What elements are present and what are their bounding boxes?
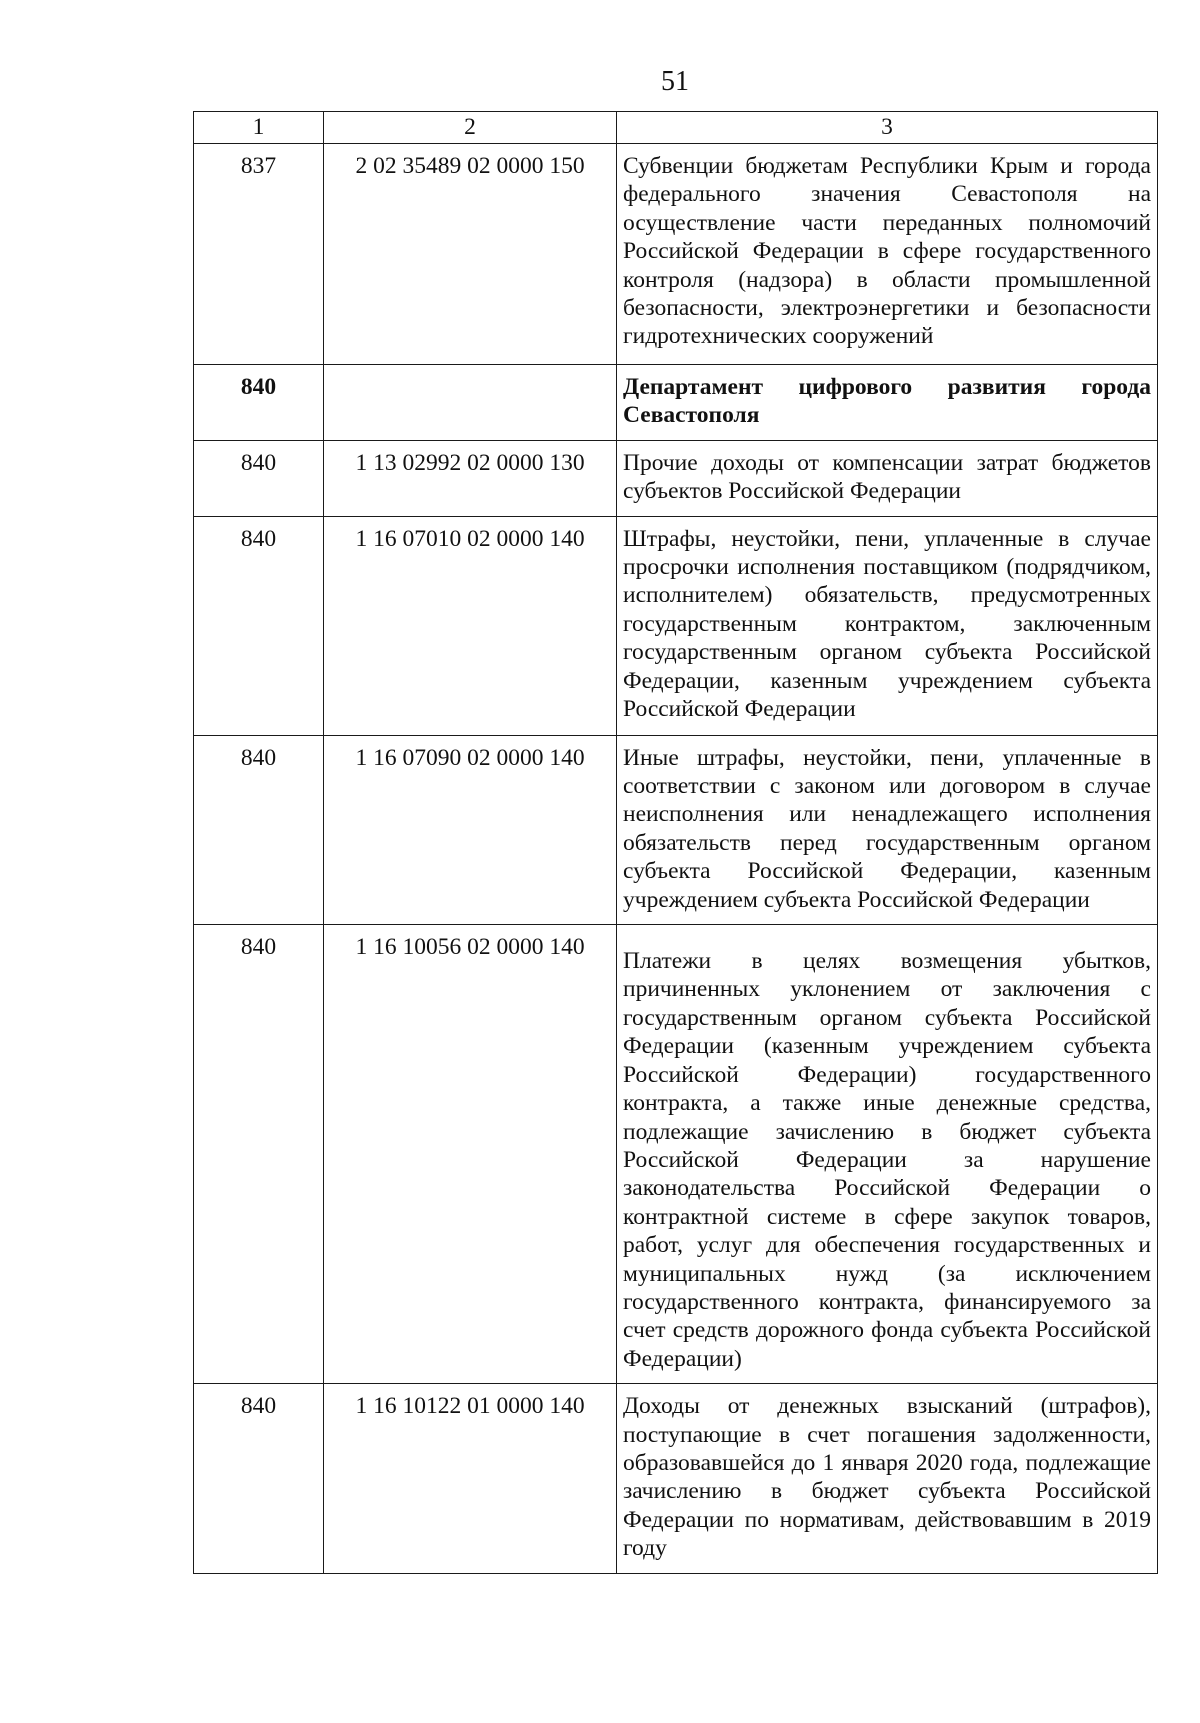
description-cell: Прочие доходы от компенсации затрат бюджетов субъектов Российской Федерации xyxy=(617,440,1158,516)
description-cell: Субвенции бюджетам Республики Крым и города федерального значения Севастополя на осуществление части переданных полномочий Российской Федерации в сфере государственного контроля (надзора) в области промышленной безопасности, электроэнергетики и безопасности гидротехнических сооружений xyxy=(617,144,1158,365)
revenue-code-cell: 2 02 35489 02 0000 150 xyxy=(324,144,617,365)
revenue-code-cell: 1 16 07010 02 0000 140 xyxy=(324,516,617,735)
description-cell: Департамент цифрового развития города Севастополя xyxy=(617,365,1158,441)
revenue-code-cell: 1 13 02992 02 0000 130 xyxy=(324,440,617,516)
admin-code-cell: 840 xyxy=(194,1384,324,1573)
revenue-code-cell: 1 16 07090 02 0000 140 xyxy=(324,735,617,924)
admin-code-cell: 840 xyxy=(194,516,324,735)
table-header-row xyxy=(194,112,1158,144)
description-cell: Платежи в целях возмещения убытков, причиненных уклонением от заключения с государственным органом субъекта Российской Федерации (казенным учреждением субъекта Российской Федерации) государственного контракта, а также иные денежные средства, подлежащие зачислению в бюджет субъекта Российской Федерации за нарушение законодательства Российской Федерации о контрактной системе в сфере закупок товаров, работ, услуг для обеспечения государственных и муниципальных нужд (за исключением государственного контракта, финансируемого за счет средств дорожного фонда субъекта Российской Федерации) xyxy=(617,925,1158,1384)
column-header-3: 3 xyxy=(617,112,1158,144)
table-row xyxy=(194,440,1158,516)
description-cell: Штрафы, неустойки, пени, уплаченные в случае просрочки исполнения поставщиком (подрядчиком, исполнителем) обязательств, предусмотренных государственным контрактом, заключенным государственным органом субъекта Российской Федерации, казенным учреждением субъекта Российской Федерации xyxy=(617,516,1158,735)
description-cell: Доходы от денежных взысканий (штрафов), поступающие в счет погашения задолженности, образовавшейся до 1 января 2020 года, подлежащие зачислению в бюджет субъекта Российской Федерации по нормативам, действовавшим в 2019 году xyxy=(617,1384,1158,1573)
revenue-code-table xyxy=(193,111,1158,1574)
table-row-section-header xyxy=(194,365,1158,441)
admin-code-cell: 840 xyxy=(194,440,324,516)
admin-code-cell: 837 xyxy=(194,144,324,365)
admin-code-cell: 840 xyxy=(194,365,324,441)
admin-code-cell: 840 xyxy=(194,735,324,924)
description-cell: Иные штрафы, неустойки, пени, уплаченные в соответствии с законом или договором в случае неисполнения или ненадлежащего исполнения обязательств перед государственным органом субъекта Российской Федерации, казенным учреждением субъекта Российской Федерации xyxy=(617,735,1158,924)
column-header-1: 1 xyxy=(194,112,324,144)
column-header-2: 2 xyxy=(324,112,617,144)
admin-code-cell: 840 xyxy=(194,925,324,1384)
table-row xyxy=(194,144,1158,365)
table-row xyxy=(194,1384,1158,1573)
page-number: 51 xyxy=(661,66,689,97)
revenue-code-cell: 1 16 10122 01 0000 140 xyxy=(324,1384,617,1573)
table-row xyxy=(194,735,1158,924)
revenue-code-cell: 1 16 10056 02 0000 140 xyxy=(324,925,617,1384)
table-row xyxy=(194,925,1158,1384)
table-row xyxy=(194,516,1158,735)
revenue-code-cell xyxy=(324,365,617,441)
